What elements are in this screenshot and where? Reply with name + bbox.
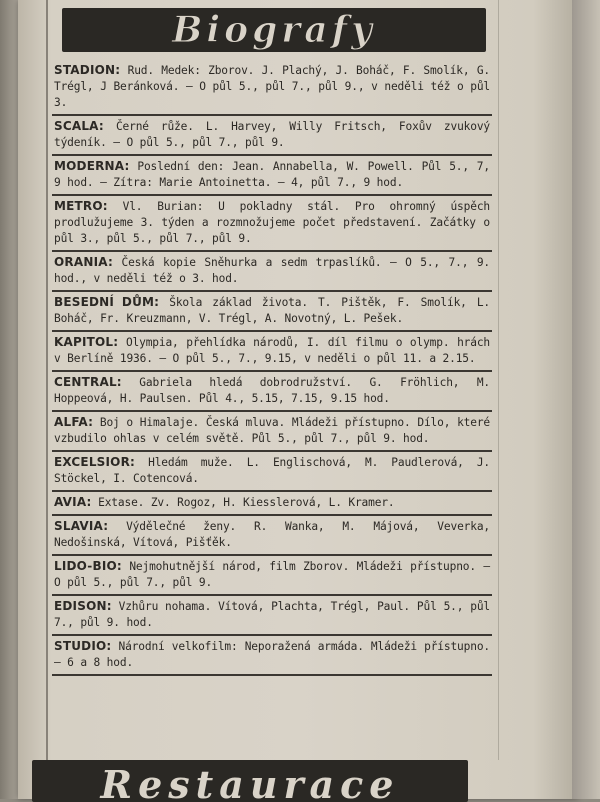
- cinema-name: STADION:: [54, 63, 121, 77]
- listing-text: Extase. Zv. Rogoz, H. Kiesslerová, L. Kramer.: [98, 496, 395, 509]
- listing-text: Olympia, přehlídka národů, I. díl filmu o olymp. hrách v Berlíně 1936. — O půl 5., 7., 9.15, v neděli o půl 11. a 2.15.: [54, 336, 490, 365]
- listing-entry: [52, 60, 492, 116]
- cinema-name: CENTRAL:: [54, 375, 122, 389]
- cinema-name: ALFA:: [54, 415, 94, 429]
- listing-entry: [52, 492, 492, 516]
- listing-entry: [52, 636, 492, 676]
- listing-entry: [52, 116, 492, 156]
- next-section-title: Restaurace: [100, 762, 400, 802]
- listing-entry: [52, 252, 492, 292]
- listing-text: Nejmohutnější národ, film Zborov. Mládeži přístupno. — O půl 5., půl 7., půl 9.: [54, 560, 490, 589]
- listing-text: Černé růže. L. Harvey, Willy Fritsch, Foxův zvukový týdeník. — O půl 5., půl 7., půl 9.: [54, 120, 490, 149]
- cinema-name: AVIA:: [54, 495, 92, 509]
- page-edge-right: [572, 0, 600, 799]
- section-title: Biografy: [172, 9, 376, 51]
- listing-entry: [52, 156, 492, 196]
- listing-entry: [52, 196, 492, 252]
- cinema-name: ORANIA:: [54, 255, 113, 269]
- page-edge-left: [0, 0, 18, 799]
- cinema-name: SLAVIA:: [54, 519, 109, 533]
- listing-text: Škola základ života. T. Pištěk, F. Smolík, L. Boháč, Fr. Kreuzmann, V. Trégl, A. Novotný, L. Pešek.: [54, 296, 490, 325]
- cinema-name: MODERNA:: [54, 159, 130, 173]
- cinema-name: STUDIO:: [54, 639, 112, 653]
- listing-text: Výdělečné ženy. R. Wanka, M. Májová, Veverka, Nedošinská, Vítová, Pišťěk.: [54, 520, 490, 549]
- cinema-name: LIDO-BIO:: [54, 559, 122, 573]
- listing-entry: [52, 332, 492, 372]
- listing-entry: [52, 516, 492, 556]
- cinema-name: SCALA:: [54, 119, 104, 133]
- listing-text: Národní velkofilm: Neporažená armáda. Mládeži přístupno. — 6 a 8 hod.: [54, 640, 490, 669]
- listing-entry: [52, 556, 492, 596]
- listing-entry: [52, 372, 492, 412]
- listing-entry: [52, 452, 492, 492]
- listing-text: Poslední den: Jean. Annabella, W. Powell. Půl 5., 7, 9 hod. — Zítra: Marie Antoinetta. — 4, půl 7., 9 hod.: [54, 160, 490, 189]
- listing-text: Boj o Himalaje. Česká mluva. Mládeži přístupno. Dílo, které vzbudilo ohlas v celém světě. Půl 5., půl 7., půl 9. hod.: [54, 416, 490, 445]
- listing-text: Česká kopie Sněhurka a sedm trpaslíků. — O 5., 7., 9. hod., v neděli též o 3. hod.: [54, 256, 491, 285]
- cinema-name: EXCELSIOR:: [54, 455, 136, 469]
- cinema-listings: [52, 60, 492, 676]
- cinema-name: KAPITOL:: [54, 335, 119, 349]
- cinema-name: BESEDNÍ DŮM:: [54, 295, 160, 309]
- section-banner: [62, 8, 486, 52]
- listing-text: Rud. Medek: Zborov. J. Plachý, J. Boháč, F. Smolík, G. Trégl, J Beránková. — O půl 5., půl 7., půl 9., v neděli též o půl 3.: [54, 64, 490, 109]
- listing-entry: [52, 412, 492, 452]
- cinema-name: METRO:: [54, 199, 108, 213]
- listing-text: Vzhůru nohama. Vítová, Plachta, Trégl, Paul. Půl 5., půl 7., půl 9. hod.: [54, 600, 490, 629]
- listing-text: Hledám muže. L. Englischová, M. Paudlerová, J. Stöckel, I. Cotencová.: [54, 456, 490, 485]
- cinema-name: EDISON:: [54, 599, 112, 613]
- listing-entry: [52, 292, 492, 332]
- listing-text: Gabriela hledá dobrodružství. G. Fröhlich, M. Hoppeová, H. Paulsen. Půl 4., 5.15, 7.15, 9.15 hod.: [54, 376, 490, 405]
- next-section-banner: [32, 760, 468, 802]
- column-rule-left: [46, 0, 48, 799]
- column-rule-right: [498, 0, 499, 760]
- listing-entry: [52, 596, 492, 636]
- listing-text: Vl. Burian: U pokladny stál. Pro ohromný úspěch prodlužujeme 3. týden a rozmnožujeme počet představení. Začátky o půl 3., půl 5., půl 7., půl 9.: [54, 200, 490, 245]
